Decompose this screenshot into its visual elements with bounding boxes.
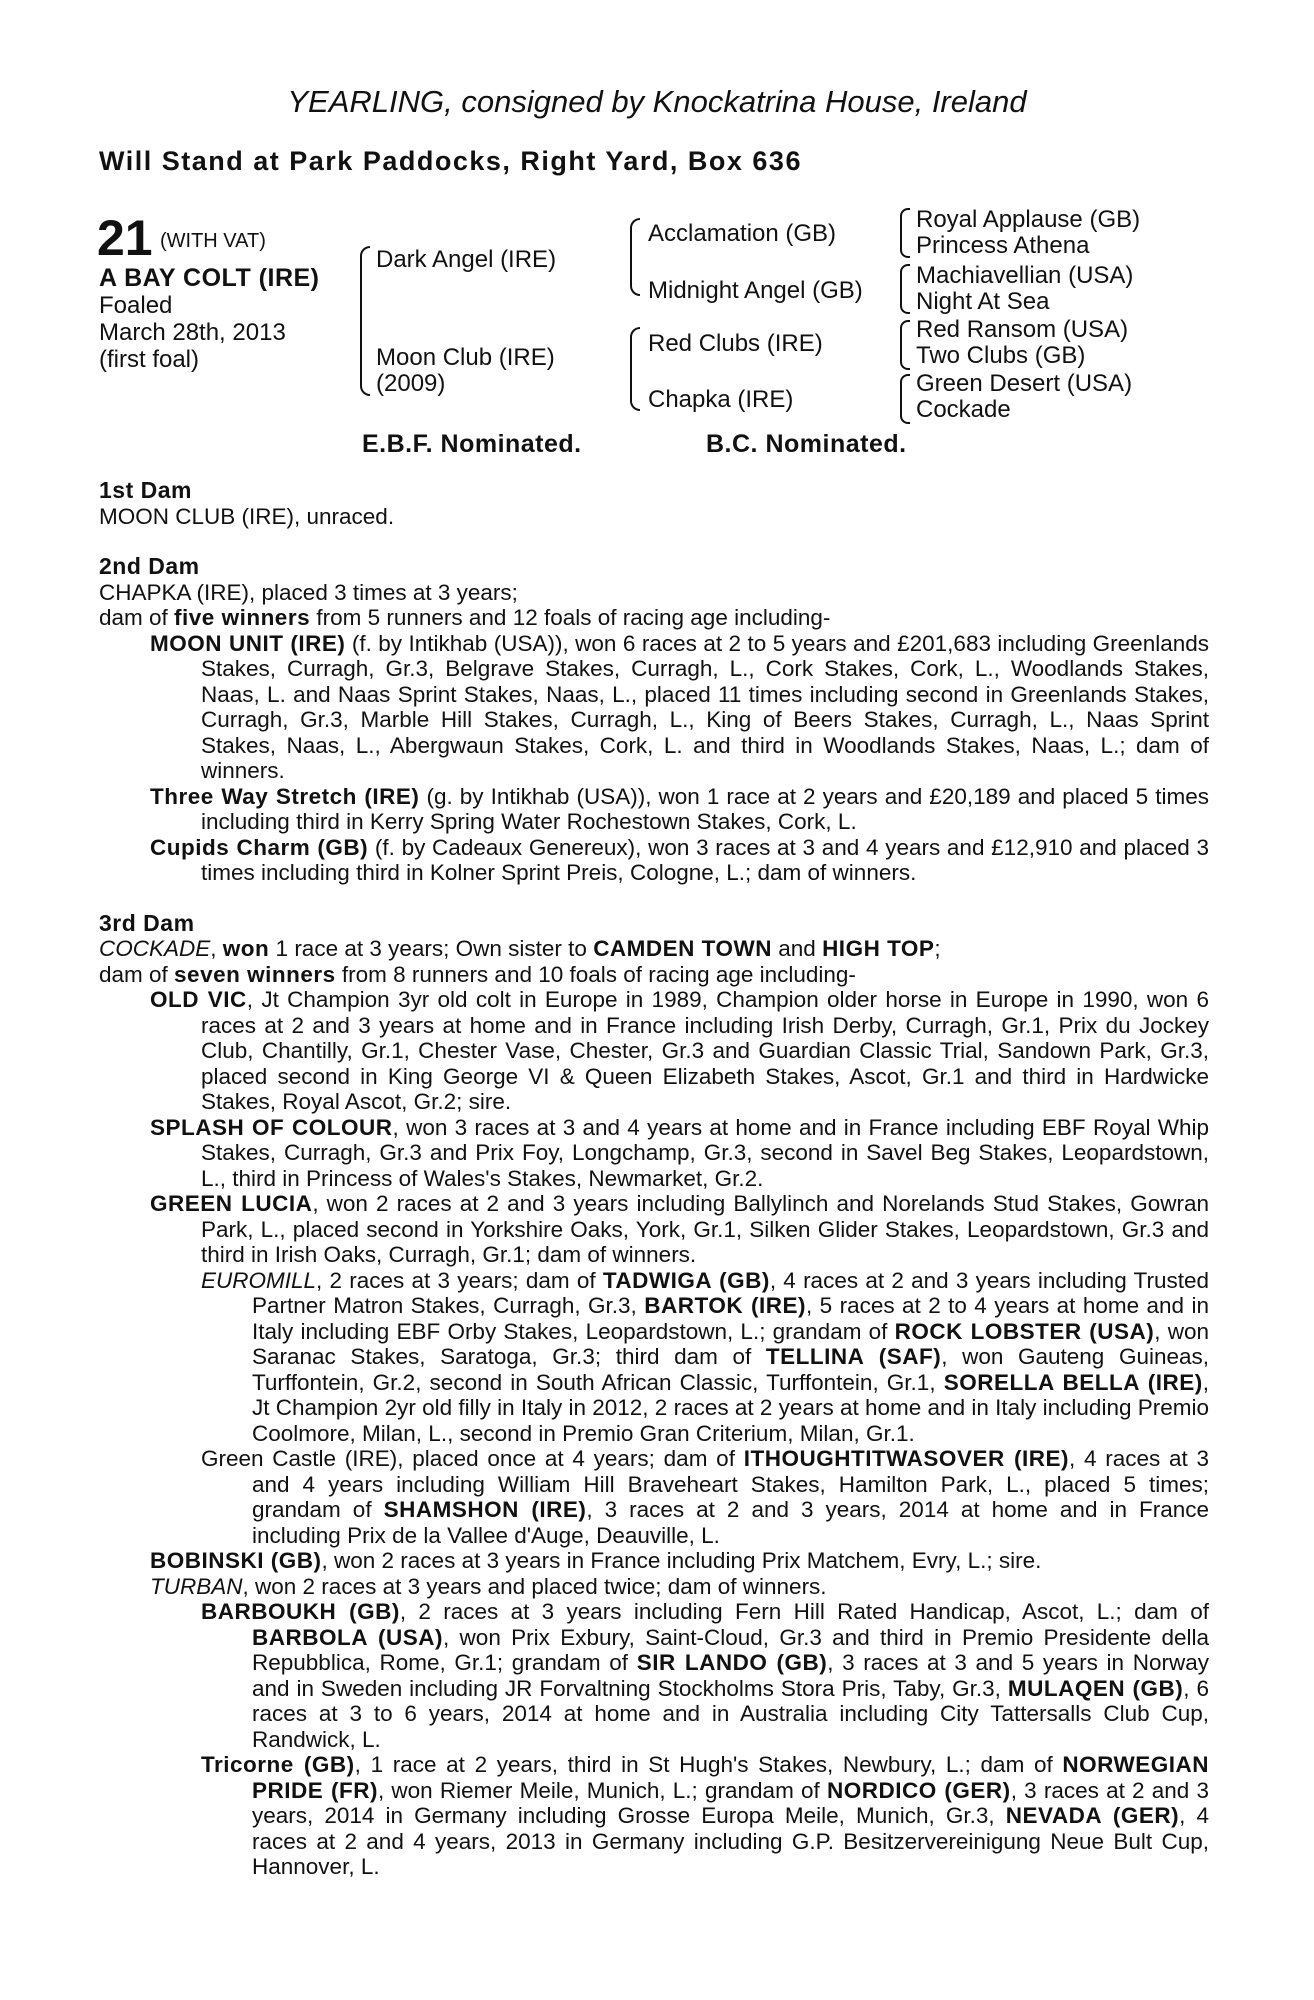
pedigree-brace-3a [900, 208, 910, 258]
dam: Moon Club (IRE) [376, 344, 555, 371]
foaled-date: March 28th, 2013 [99, 319, 286, 346]
progeny-old-vic: OLD VIC, Jt Champion 3yr old colt in Europe in 1989, Champion older horse in Europe in 1990, won 6 races at 2 and 3 years at home and in France including Irish Derby, Curragh, Gr.1, Prix du Jockey Club, Chantilly, Gr.1, Chester Vase, Chester, Gr.3 and Guardian Classic Trial, Sandown Park, Gr.3, placed second in King George VI & Queen Elizabeth Stakes, Ascot, Gr.1 and third in Hardwicke Stakes, Royal Ascot, Gr.2; sire. [150, 987, 1209, 1114]
progeny-moon-unit: MOON UNIT (IRE) (f. by Intikhab (USA)), won 6 races at 2 to 5 years and £201,683 including Greenlands Stakes, Curragh, Gr.3, Belgrave Stakes, Curragh, L., Cork Stakes, Cork, L., Woodlands Stakes, Naas, L. and Naas Sprint Stakes, Naas, L., placed 11 times including second in Greenlands Stakes, Curragh, Gr.3, Marble Hill Stakes, Curragh, L., King of Beers Stakes, Curragh, L., Naas Sprint Stakes, Naas, L., Abergwaun Stakes, Cork, L. and third in Woodlands Stakes, Naas, L.; dam of winners. [150, 630, 1209, 783]
foaling-info [99, 292, 286, 373]
pedigree-brace-2b [630, 327, 640, 411]
dam-dam-sire: Green Desert (USA) [916, 370, 1133, 397]
dam-dam: Chapka (IRE) [648, 386, 794, 413]
sire: Dark Angel (IRE) [376, 246, 557, 273]
progeny-euromill: EUROMILL, 2 races at 3 years; dam of TADWIGA (GB), 4 races at 2 and 3 years including Trusted Partner Matron Stakes, Curragh, Gr.3, BARTOK (IRE), 5 races at 2 to 4 years at home and in Italy including EBF Orby Stakes, Leopardstown, L.; grandam of ROCK LOBSTER (USA), won Saranac Stakes, Saratoga, Gr.3; third dam of TELLINA (SAF), won Gauteng Guineas, Turffontein, Gr.2, second in South African Classic, Turffontein, Gr.1, SORELLA BELLA (IRE), Jt Champion 2yr old filly in Italy in 2012, 2 races at 2 years at home and in Italy including Premio Coolmore, Milan, L., second in Premio Gran Criterium, Milan, Gr.1. [201, 1267, 1210, 1446]
first-dam-title: 1st Dam [99, 477, 192, 503]
foal-note: (first foal) [99, 346, 200, 373]
dam-sire: Red Clubs (IRE) [648, 330, 823, 357]
progeny-cupids-charm: Cupids Charm (GB) (f. by Cadeaux Genereux), won 3 races at 3 and 4 years and £12,910 and placed 3 times including third in Kolner Sprint Preis, Cologne, L.; dam of winners. [150, 834, 1209, 885]
dam-year: (2009) [376, 370, 446, 397]
stand-location: Will Stand at Park Paddocks, Right Yard, Box 636 [99, 146, 802, 176]
sire-dam: Midnight Angel (GB) [648, 277, 863, 304]
sire-sire-sire: Royal Applause (GB) [916, 206, 1141, 233]
pedigree-brace-2a [630, 218, 640, 296]
lot-number: 21 [97, 210, 153, 266]
progeny-barboukh: BARBOUKH (GB), 2 races at 3 years including Fern Hill Rated Handicap, Ascot, L.; dam of BARBOLA (USA), won Prix Exbury, Saint-Cloud, Gr.3 and third in Premio Presidente della Repubblica, Rome, Gr.1; grandam of SIR LANDO (GB), 3 races at 3 and 5 years in Norway and in Sweden including JR Forvaltning Stockholms Stora Pris, Taby, Gr.3, MULAQEN (GB), 6 races at 3 to 6 years, 2014 at home and in Australia including City Tattersalls Club Cup, Randwick, L. [201, 1599, 1210, 1752]
first-dam-text: MOON CLUB (IRE), unraced. [99, 503, 395, 529]
produce-record [99, 478, 1209, 1880]
sire-sire: Acclamation (GB) [648, 220, 837, 247]
progeny-three-way-stretch: Three Way Stretch (IRE) (g. by Intikhab (USA)), won 1 race at 2 years and £20,189 and placed 5 times including third in Kerry Spring Water Rochestown Stakes, Cork, L. [150, 783, 1209, 834]
third-dam-line: COCKADE, won 1 race at 3 years; Own sister to CAMDEN TOWN and HIGH TOP; [99, 936, 941, 961]
progeny-green-lucia: GREEN LUCIA, won 2 races at 2 and 3 years including Ballylinch and Norelands Stud Stakes, Gowran Park, L., placed second in Yorkshire Oaks, York, Gr.1, Silken Glider Stakes, Leopardstown, Gr.3 and third in Irish Oaks, Curragh, Gr.1; dam of winners. [150, 1191, 1209, 1267]
progeny-green-castle: Green Castle (IRE), placed once at 4 years; dam of ITHOUGHTITWASOVER (IRE), 4 races at 3 and 4 years including William Hill Braveheart Stakes, Hamilton Park, L., placed 5 times; grandam of SHAMSHON (IRE), 3 races at 2 and 3 years, 2014 at home and in France including Prix de la Vallee d'Auge, Deauville, L. [201, 1446, 1210, 1548]
progeny-bobinski: BOBINSKI (GB), won 2 races at 3 years in France including Prix Matchem, Evry, L.; sire. [150, 1548, 1042, 1573]
dam-sire-sire: Red Ransom (USA) [916, 316, 1129, 343]
third-dam-summary: dam of seven winners from 8 runners and 10 foals of racing age including- [99, 961, 856, 987]
second-dam-line: CHAPKA (IRE), placed 3 times at 3 years; [99, 579, 518, 605]
dam-sire-dam: Two Clubs (GB) [916, 342, 1086, 369]
pedigree-brace-3d [900, 374, 910, 424]
pedigree-brace-1 [360, 246, 370, 396]
third-dam-title: 3rd Dam [99, 909, 195, 936]
progeny-tricorne: Tricorne (GB), 1 race at 2 years, third in St Hugh's Stakes, Newbury, L.; dam of NORWEGIAN PRIDE (FR), won Riemer Meile, Munich, L.; grandam of NORDICO (GER), 3 races at 2 and 3 years, 2014 in Germany including Grosse Europa Meile, Munich, Gr.3, NEVADA (GER), 4 races at 2 and 4 years, 2013 in Germany including G.P. Besitzervereinigung Neue Bult Cup, Hannover, L. [201, 1752, 1210, 1879]
sire-dam-dam: Night At Sea [916, 288, 1050, 315]
second-dam-summary: dam of five winners from 5 runners and 12 foals of racing age including- [99, 605, 831, 630]
vat-label: (WITH VAT) [160, 230, 266, 252]
progeny-turban: TURBAN, won 2 races at 3 years and placed twice; dam of winners. [150, 1573, 827, 1599]
horse-name: A BAY COLT (IRE) [99, 264, 320, 292]
page-title: YEARLING, consigned by Knockatrina House, Ireland [287, 84, 1027, 119]
progeny-splash-of-colour: SPLASH OF COLOUR, won 3 races at 3 and 4 years at home and in France including EBF Royal Whip Stakes, Curragh, Gr.3 and Prix Foy, Longchamp, Gr.3, second in Savel Beg Stakes, Leopardstown, L., third in Princess of Wales's Stakes, Newmarket, Gr.2. [150, 1114, 1209, 1191]
pedigree-brace-3b [900, 264, 910, 314]
sire-sire-dam: Princess Athena [916, 232, 1090, 259]
dam-dam-dam: Cockade [916, 396, 1011, 423]
moon-unit-name: MOON UNIT (IRE) [150, 630, 346, 656]
ebf-nominated: E.B.F. Nominated. [362, 430, 582, 458]
bc-nominated: B.C. Nominated. [706, 430, 907, 458]
pedigree-brace-3c [900, 320, 910, 370]
foaled-label: Foaled [99, 292, 173, 319]
second-dam-title: 2nd Dam [99, 553, 200, 579]
sire-dam-sire: Machiavellian (USA) [916, 262, 1134, 289]
